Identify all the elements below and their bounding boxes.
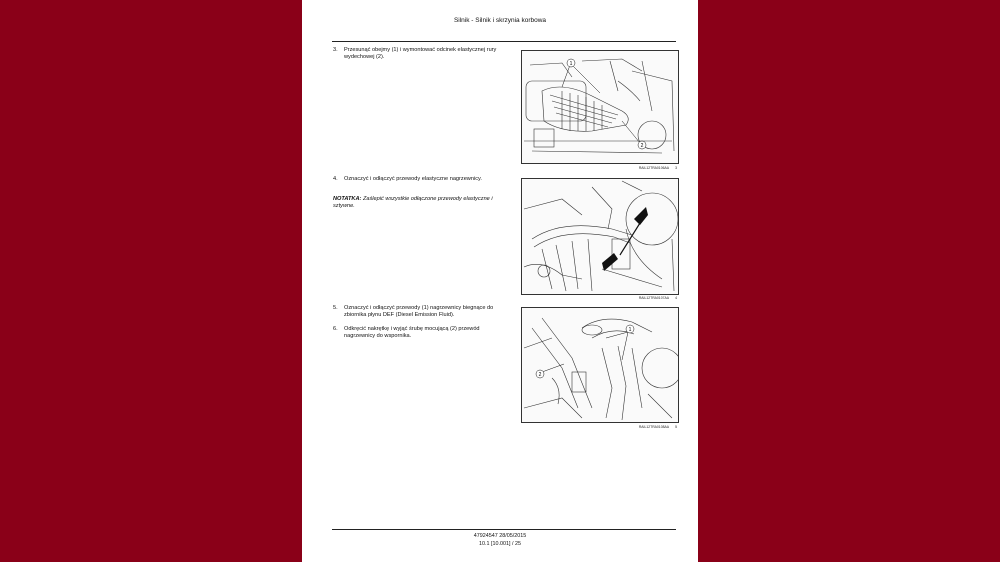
manual-page bbox=[302, 0, 698, 562]
step-number: 4. bbox=[333, 176, 338, 182]
step-6 bbox=[333, 326, 509, 340]
step-text: Odkręcić nakrętkę i wyjąć śrubę mocującą (2) przewód nagrzewnicy do wspornika. bbox=[344, 326, 480, 340]
figure-number: 4 bbox=[675, 296, 677, 300]
footer-rule bbox=[332, 529, 676, 530]
step-text: Oznaczyć i odłączyć przewody (1) nagrzewnicy biegnące do zbiornika płynu DEF (Diesel Emission Fluid). bbox=[344, 305, 494, 319]
footer-doc: 47924547 28/05/2015 bbox=[473, 533, 527, 539]
header-rule bbox=[332, 41, 676, 42]
footer-page: 10.1 [10.001] / 25 bbox=[479, 541, 521, 547]
callout-1: 1 bbox=[569, 61, 573, 67]
figure-code: RAIL12TRA0107AA bbox=[638, 296, 669, 300]
figure-number: 3 bbox=[675, 166, 677, 170]
step-number: 6. bbox=[333, 326, 338, 332]
figure-5 bbox=[521, 307, 679, 423]
note-label: NOTATKA: bbox=[333, 196, 362, 202]
step-3 bbox=[333, 47, 509, 61]
note-text: Zaślepić wszystkie odłączone przewody elastyczne i sztywne. bbox=[333, 196, 493, 210]
callout-2: 2 bbox=[640, 143, 644, 149]
callout-2: 2 bbox=[538, 372, 542, 378]
callout-1: 1 bbox=[628, 327, 632, 333]
figure-4 bbox=[521, 178, 679, 295]
figure-3 bbox=[521, 50, 679, 164]
step-5 bbox=[333, 305, 509, 319]
figure-code: RAIL12TRA0108AA bbox=[638, 425, 669, 429]
step-text: Oznaczyć i odłączyć przewody elastyczne nagrzewnicy. bbox=[344, 176, 482, 182]
step-text: Przesunąć obejmy (1) i wymontować odcinek elastycznej rury wydechowej (2). bbox=[344, 47, 497, 61]
figure-number: 5 bbox=[675, 425, 677, 429]
figure-code: RAIL12TRA0106AA bbox=[638, 166, 669, 170]
note bbox=[333, 196, 509, 210]
step-number: 3. bbox=[333, 47, 338, 53]
step-number: 5. bbox=[333, 305, 338, 311]
step-4 bbox=[333, 176, 509, 183]
page-header: Silnik - Silnik i skrzynia korbowa bbox=[453, 17, 547, 24]
